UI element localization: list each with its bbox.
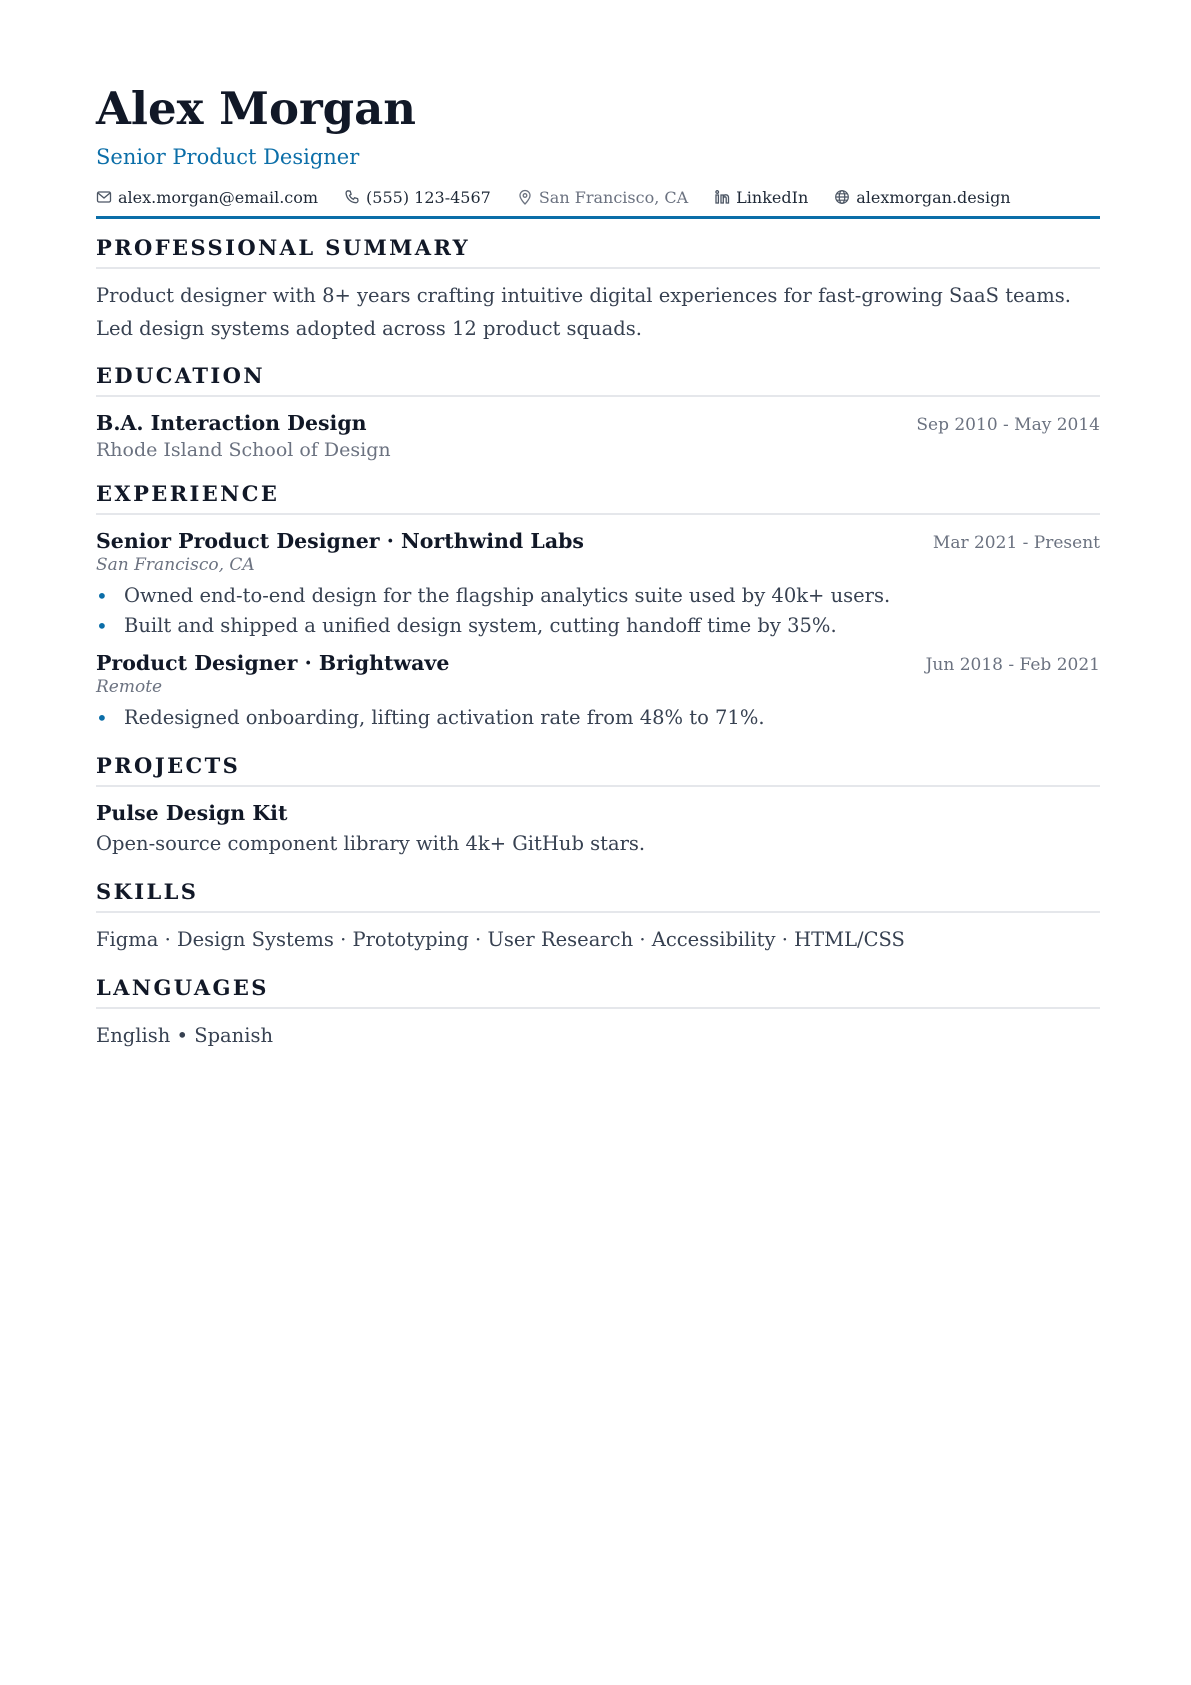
experience-entry-head	[96, 651, 1100, 675]
bullet-item	[96, 581, 1100, 611]
contact-phone-text: (555) 123-4567	[366, 187, 491, 207]
contact-email-text: alex.morgan@email.com	[118, 187, 319, 207]
education-dates: Sep 2010 - May 2014	[916, 415, 1100, 435]
job-location: San Francisco, CA	[96, 555, 255, 575]
location-pin-icon	[517, 189, 533, 205]
experience-entry	[96, 529, 1100, 641]
experience-entry-head	[96, 529, 1100, 553]
job-bullets	[96, 703, 1100, 733]
contact-location-text: San Francisco, CA	[538, 187, 689, 207]
mail-icon	[96, 189, 112, 205]
section-title-skills: SKILLS	[96, 879, 199, 904]
project-name: Pulse Design Kit	[96, 801, 288, 825]
section-title-projects: PROJECTS	[96, 753, 241, 778]
contact-linkedin-text: LinkedIn	[736, 187, 809, 207]
section-divider	[96, 513, 1100, 515]
section-title-experience: EXPERIENCE	[96, 481, 280, 506]
section-divider	[96, 1007, 1100, 1009]
bullet-dot-icon: •	[96, 614, 108, 638]
job-title: Senior Product Designer · Northwind Labs	[96, 529, 584, 553]
job-location: Remote	[96, 677, 163, 697]
contact-phone[interactable]	[344, 188, 491, 207]
bullet-item	[96, 611, 1100, 641]
bullet-item	[96, 703, 1100, 733]
candidate-name: Alex Morgan	[96, 82, 417, 135]
languages-list: English • Spanish	[96, 1024, 274, 1047]
globe-icon	[834, 189, 850, 205]
resume-page	[96, 80, 1100, 1051]
section-divider	[96, 911, 1100, 913]
contact-linkedin[interactable]	[714, 188, 808, 207]
contact-website-text: alexmorgan.design	[856, 187, 1011, 207]
section-title-languages: LANGUAGES	[96, 975, 269, 1000]
section-title-summary: PROFESSIONAL SUMMARY	[96, 235, 471, 260]
header-divider	[96, 216, 1100, 219]
experience-entry	[96, 651, 1100, 733]
project-description: Open-source component library with 4k+ GitHub stars.	[96, 832, 646, 855]
candidate-role: Senior Product Designer	[96, 145, 360, 169]
bullet-dot-icon: •	[96, 584, 108, 608]
section-divider	[96, 395, 1100, 397]
section-divider	[96, 785, 1100, 787]
job-bullets	[96, 581, 1100, 641]
contact-website[interactable]	[834, 188, 1010, 207]
job-dates: Mar 2021 - Present	[932, 533, 1100, 553]
job-title: Product Designer · Brightwave	[96, 651, 450, 675]
contact-bar	[96, 184, 1100, 210]
project-entry	[96, 801, 1100, 859]
summary-text: Product designer with 8+ years crafting intuitive digital experiences for fast-growing SaaS teams. Led design systems adopted across 12 product squads.	[96, 284, 1071, 340]
education-entry-head	[96, 411, 1100, 435]
bullet-text: Redesigned onboarding, lifting activation rate from 48% to 71%.	[124, 706, 765, 729]
skills-list: Figma · Design Systems · Prototyping · User Research · Accessibility · HTML/CSS	[96, 928, 905, 951]
section-title-education: EDUCATION	[96, 363, 265, 388]
degree-title: B.A. Interaction Design	[96, 411, 367, 435]
school-name: Rhode Island School of Design	[96, 439, 391, 461]
bullet-text: Owned end-to-end design for the flagship analytics suite used by 40k+ users.	[124, 584, 891, 607]
bullet-dot-icon: •	[96, 706, 108, 730]
bullet-text: Built and shipped a unified design system, cutting handoff time by 35%.	[124, 614, 837, 637]
job-dates: Jun 2018 - Feb 2021	[925, 655, 1100, 675]
section-divider	[96, 267, 1100, 269]
contact-location	[517, 188, 688, 207]
education-entry	[96, 411, 1100, 461]
phone-icon	[344, 189, 360, 205]
contact-email[interactable]	[96, 188, 318, 207]
linkedin-icon	[714, 189, 730, 205]
